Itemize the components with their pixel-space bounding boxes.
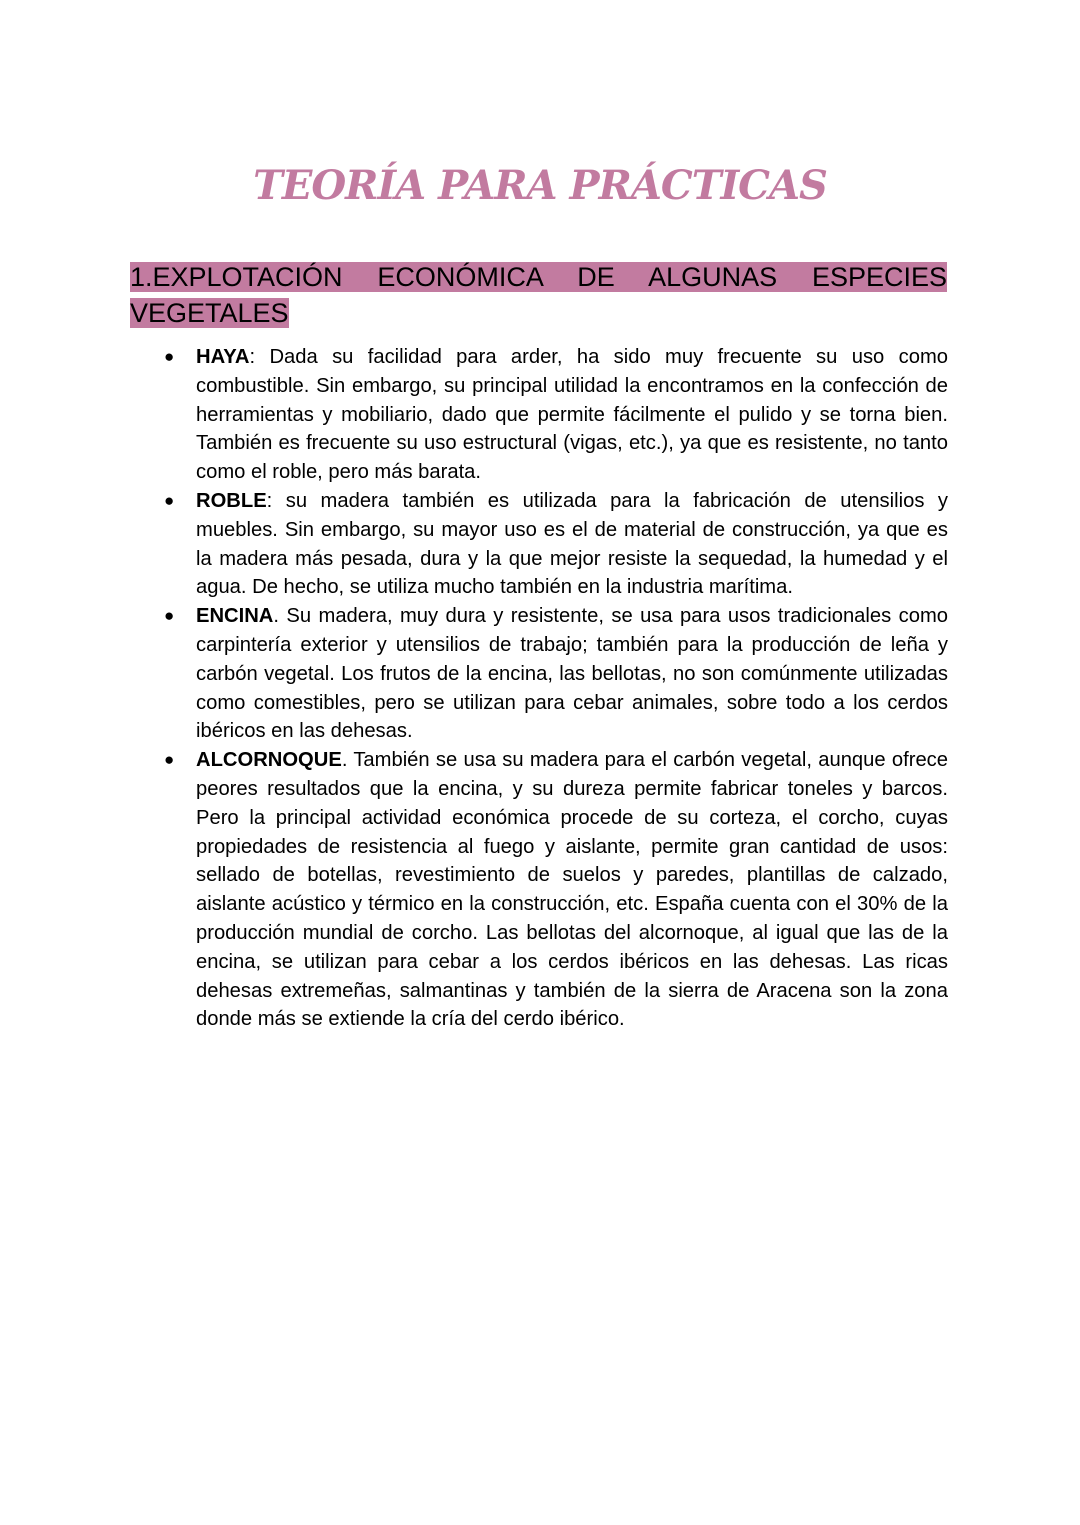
section-heading xyxy=(130,259,947,331)
list-item-roble xyxy=(164,487,948,602)
list-item-haya xyxy=(164,343,948,487)
bullet-icon: ● xyxy=(164,750,175,770)
species-name: ROBLE xyxy=(196,489,267,512)
species-list xyxy=(164,343,948,1034)
bullet-icon: ● xyxy=(164,347,175,366)
species-description: . Su madera, muy dura y resistente, se usa para usos tradicionales como carpintería exterior y utensilios de trabajo; también para la producción de leña y carbón vegetal. Los frutos de la encina, las bellotas, no son comúnmente utilizadas como comestibles, pero se utilizan para cebar animales, sobre todo a los cerdos ibéricos en las dehesas. xyxy=(196,605,948,743)
species-description: : su madera también es utilizada para la fabricación de utensilios y muebles. Sin embargo, su mayor uso es el de material de construcción, ya que es la madera más pesada, dura y la que mejor resiste la sequedad, la humedad y el agua. De hecho, se utiliza mucho también en la industria marítima. xyxy=(196,489,948,599)
species-description: : Dada su facilidad para arder, ha sido muy frecuente su uso como combustible. Sin embargo, su principal utilidad la encontramos en la confección de herramientas y mobiliario, dado que permite fácilmente el pulido y se torna bien. También es frecuente su uso estructural (vigas, etc.), ya que es resistente, no tanto como el roble, pero más barata. xyxy=(196,346,948,484)
page-title: TEORÍA PARA PRÁCTICAS xyxy=(253,162,827,209)
section-heading-text: 1.EXPLOTACIÓN ECONÓMICA DE ALGUNAS ESPECIES VEGETALES xyxy=(130,262,947,328)
bullet-icon: ● xyxy=(164,606,175,626)
bullet-icon: ● xyxy=(164,490,175,510)
species-name: ENCINA xyxy=(196,605,274,628)
species-description: . También se usa su madera para el carbón vegetal, aunque ofrece peores resultados que la encina, y su dureza permite fabricar toneles y barcos. Pero la principal actividad económica procede de su corteza, el corcho, cuyas propiedades de resistencia al fuego y aislante, permite gran cantidad de usos: sellado de botellas, revestimiento de suelos y paredes, plantillas de calzado, aislante acústico y térmico en la construcción, etc. España cuenta con el 30% de la producción mundial de corcho. Las bellotas del alcornoque, al igual que las de la encina, se utilizan para cebar a los cerdos ibéricos en las dehesas. Las ricas dehesas extremeñas, salmantinas y también de la sierra de Aracena son la zona donde más se extiende la cría del cerdo ibérico. xyxy=(196,749,948,1031)
list-item-alcornoque xyxy=(164,746,948,1034)
species-name: ALCORNOQUE xyxy=(196,749,342,772)
species-name: HAYA xyxy=(196,346,250,368)
list-item-encina xyxy=(164,602,948,746)
